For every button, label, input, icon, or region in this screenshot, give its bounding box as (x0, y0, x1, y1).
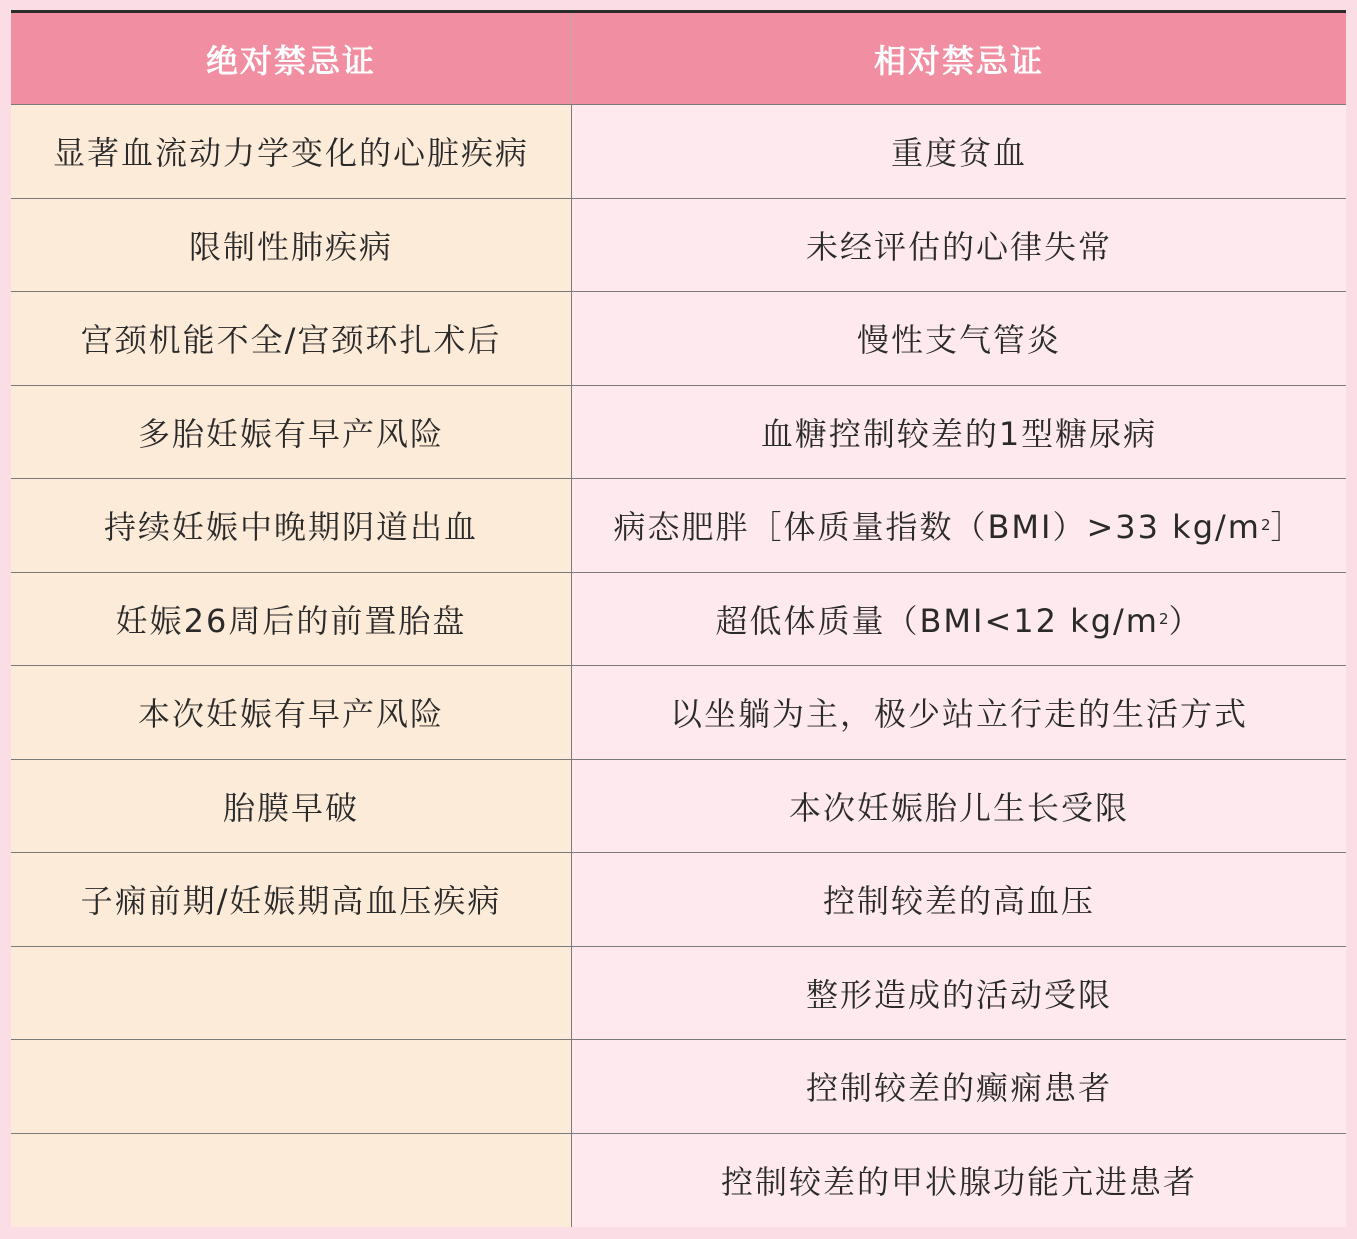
table-row (11, 292, 1346, 386)
cell-relative-text: 控制较差的癫痫患者 (805, 1069, 1112, 1108)
cell-absolute (11, 1134, 572, 1228)
cell-relative-text: 病态肥胖［体质量指数（BMI）>33 kg/m (613, 508, 1261, 547)
table-row (11, 573, 1346, 667)
cell-absolute (11, 1040, 572, 1133)
cell-relative (572, 573, 1346, 666)
cell-relative (572, 292, 1346, 385)
cell-relative (572, 1040, 1346, 1133)
cell-relative-text: 整形造成的活动受限 (805, 975, 1112, 1014)
cell-relative (572, 199, 1346, 292)
cell-relative (572, 386, 1346, 479)
cell-relative (572, 1134, 1346, 1228)
cell-relative-text: 血糖控制较差的1型糖尿病 (760, 414, 1158, 453)
cell-relative-tail: ］ (1270, 508, 1305, 547)
cell-relative (572, 479, 1346, 572)
cell-relative-text: 超低体质量（BMI<12 kg/m (715, 601, 1159, 640)
cell-absolute: 妊娠26周后的前置胎盘 (11, 573, 572, 666)
cell-absolute: 子痫前期/妊娠期高血压疾病 (11, 853, 572, 946)
table-row (11, 199, 1346, 293)
cell-relative (572, 760, 1346, 853)
cell-relative (572, 666, 1346, 759)
cell-relative-text: 控制较差的高血压 (822, 882, 1095, 921)
cell-relative (572, 853, 1346, 946)
table-header-row (11, 13, 1346, 105)
table-row (11, 105, 1346, 199)
contraindications-table (11, 10, 1346, 1227)
cell-relative (572, 105, 1346, 198)
table-row (11, 1040, 1346, 1134)
cell-relative-text: 本次妊娠胎儿生长受限 (788, 788, 1129, 827)
table-row (11, 760, 1346, 854)
table-row (11, 947, 1346, 1041)
cell-absolute (11, 947, 572, 1040)
cell-absolute: 本次妊娠有早产风险 (11, 666, 572, 759)
cell-relative-text: 未经评估的心律失常 (805, 227, 1112, 266)
table-row (11, 666, 1346, 760)
cell-relative-text: 控制较差的甲状腺功能亢进患者 (720, 1163, 1197, 1202)
cell-relative-text: 慢性支气管炎 (856, 321, 1061, 360)
unit-superscript: 2 (1260, 516, 1271, 535)
cell-relative-text: 以坐躺为主，极少站立行走的生活方式 (669, 695, 1248, 734)
cell-relative-text: 重度贫血 (890, 134, 1027, 173)
cell-absolute: 持续妊娠中晚期阴道出血 (11, 479, 572, 572)
unit-superscript: 2 (1158, 609, 1169, 628)
header-absolute-contraindications: 绝对禁忌证 (11, 13, 572, 104)
cell-absolute: 显著血流动力学变化的心脏疾病 (11, 105, 572, 198)
header-relative-contraindications: 相对禁忌证 (572, 13, 1346, 104)
cell-relative-tail: ） (1168, 601, 1203, 640)
table-row (11, 479, 1346, 573)
table-row (11, 853, 1346, 947)
cell-relative (572, 947, 1346, 1040)
table-row (11, 386, 1346, 480)
cell-absolute: 多胎妊娠有早产风险 (11, 386, 572, 479)
table-row (11, 1134, 1346, 1228)
cell-absolute: 胎膜早破 (11, 760, 572, 853)
cell-absolute: 宫颈机能不全/宫颈环扎术后 (11, 292, 572, 385)
cell-absolute: 限制性肺疾病 (11, 199, 572, 292)
